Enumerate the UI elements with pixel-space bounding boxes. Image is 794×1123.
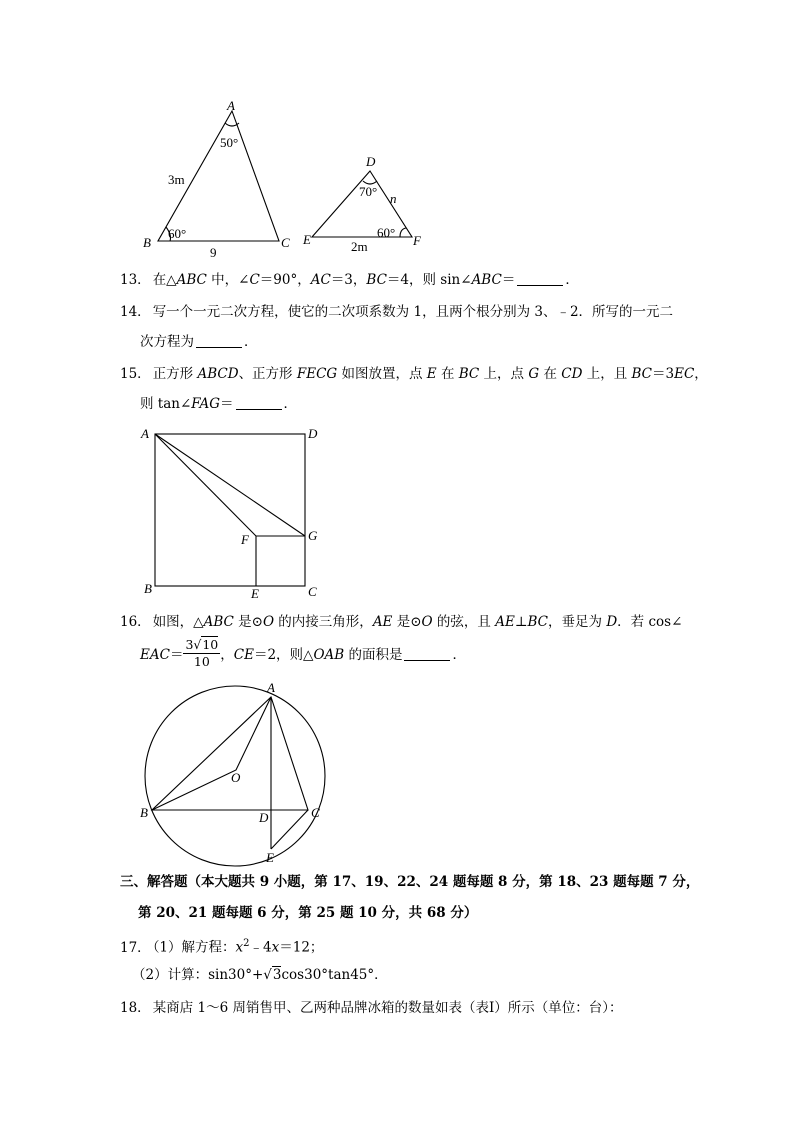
label-d: D xyxy=(308,426,318,441)
label-side-ab: 3m xyxy=(168,172,185,187)
label-a: A xyxy=(267,680,275,695)
question-16: 16． 如图，△ABC 是⊙O 的内接三角形，AE 是⊙O 的弦，且 AE⊥BC，垂足为 D．若 cos∠ xyxy=(120,614,683,630)
question-13: 13． 在△ABC 中，∠C＝90°，AC＝3，BC＝4，则 sin∠ABC＝ ． xyxy=(120,272,579,288)
segment-af xyxy=(155,434,256,536)
section-3-heading: 三、解答题（本大题共 9 小题，第 17、19、22、24 题每题 8 分，第 18、23 题每题 7 分， xyxy=(120,874,700,890)
square-figure xyxy=(136,422,336,602)
label-side-ef: 2m xyxy=(351,239,368,254)
question-15: 15． 正方形 ABCD、正方形 FECG 如图放置，点 E 在 BC 上，点 G 在 CD 上，且 BC＝3EC， xyxy=(120,366,708,382)
label-e: E xyxy=(251,586,259,601)
angle-f-arc xyxy=(400,228,406,237)
label-side-bc: 9 xyxy=(210,245,217,260)
circle-figure xyxy=(130,676,340,868)
label-a: A xyxy=(141,426,149,441)
label-c: C xyxy=(308,584,317,599)
label-a: A xyxy=(227,98,235,113)
label-angle-a: 50° xyxy=(220,135,239,150)
label-angle-f: 60° xyxy=(377,225,396,240)
answer-blank-13[interactable] xyxy=(517,272,563,286)
segment-ce xyxy=(271,810,308,849)
section-3-heading-line2: 第 20、21 题每题 6 分，第 25 题 10 分，共 68 分） xyxy=(138,905,478,921)
label-c: C xyxy=(281,235,290,250)
answer-blank-14[interactable] xyxy=(196,334,242,348)
label-angle-b: 60° xyxy=(168,226,187,241)
question-16-line2: EAC＝ $\frac{3√10}{10}$ ，CE＝2，则△OAB 的面积是 ． xyxy=(140,637,466,669)
label-d: D xyxy=(259,810,269,825)
answer-blank-16[interactable] xyxy=(404,647,450,661)
label-c: C xyxy=(311,805,320,820)
triangle-def xyxy=(312,171,412,237)
label-b: B xyxy=(144,581,152,596)
triangles-figure xyxy=(130,95,430,265)
fraction-cos-eac: $\frac{3√10}{10}$ xyxy=(185,637,219,669)
question-14-line2: 次方程为 ． xyxy=(140,334,258,350)
label-f: F xyxy=(413,233,421,248)
label-e: E xyxy=(266,850,274,865)
answer-blank-15[interactable] xyxy=(236,396,282,410)
label-side-df: n xyxy=(390,191,397,206)
segment-ag xyxy=(155,434,305,536)
label-b: B xyxy=(143,235,151,250)
square-fecg xyxy=(256,536,305,586)
question-17-part1: 17． （1）解方程：$x^2﹣4x=12$； xyxy=(120,938,324,956)
label-g: G xyxy=(308,528,318,543)
label-o: O xyxy=(231,770,241,785)
label-b: B xyxy=(140,805,148,820)
question-18: 18． 某商店 1～6 周销售甲、乙两种品牌冰箱的数量如表（表Ⅰ）所示（单位：台）： xyxy=(120,1000,623,1016)
label-angle-d: 70° xyxy=(359,184,378,199)
triangle-abc xyxy=(152,697,308,810)
label-e: E xyxy=(303,232,311,247)
question-17-part2: （2）计算：sin30°+√3cos30°tan45°． xyxy=(132,967,388,983)
label-d: D xyxy=(366,154,376,169)
question-15-line2: 则 tan∠FAG＝ ． xyxy=(140,396,298,412)
question-14: 14． 写一个一元二次方程，使它的二次项系数为 1，且两个根分别为 3、﹣2．所写的一元二 xyxy=(120,304,674,320)
label-f: F xyxy=(241,532,249,547)
